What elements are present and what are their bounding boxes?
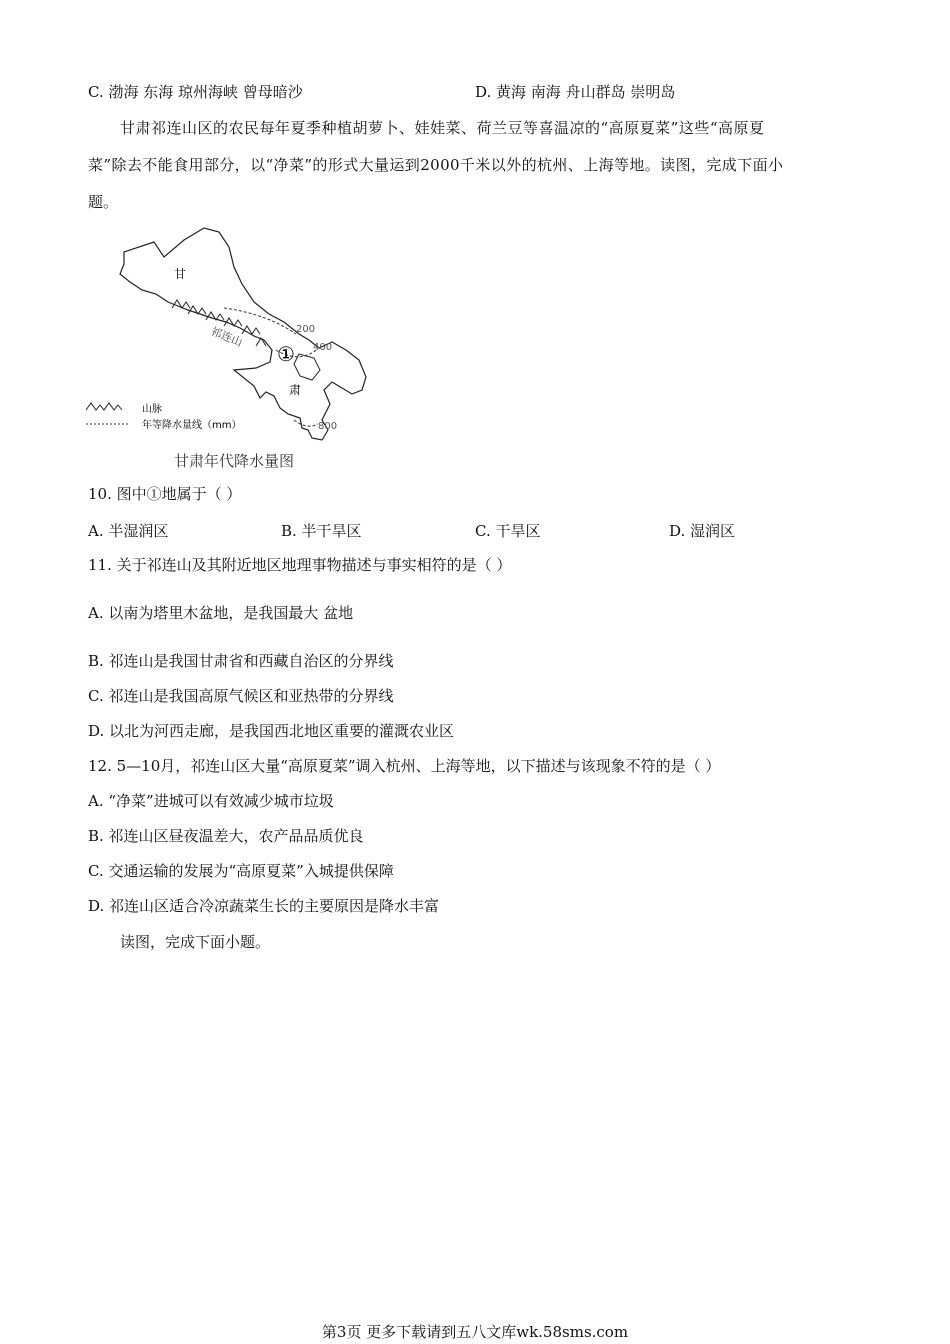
- iso-label-400: 400: [313, 342, 333, 353]
- intro-line-3: 题。: [88, 193, 119, 211]
- q10-option-b: B. 半干旱区: [281, 522, 362, 540]
- label-su: 肃: [289, 383, 302, 397]
- legend-mountain-icon: [86, 403, 122, 410]
- q12-stem: 12. 5—10月，祁连山区大量“高原夏菜”调入杭州、上海等地，以下描述与该现象不符的是（ ）: [88, 757, 721, 775]
- q12-option-a: A. “净菜”进城可以有效减少城市垃圾: [88, 792, 334, 810]
- q10-option-c: C. 干旱区: [475, 522, 541, 540]
- q11-option-b: B. 祁连山是我国甘肃省和西藏自治区的分界线: [88, 652, 394, 670]
- gansu-precipitation-map: [84, 222, 374, 472]
- legend-isohyet: 年等降水量线（mm）: [142, 420, 242, 431]
- q12-option-c: C. 交通运输的发展为“高原夏菜”入城提供保障: [88, 862, 394, 880]
- q11-option-d: D. 以北为河西走廊，是我国西北地区重要的灌溉农业区: [88, 722, 455, 740]
- marker-1: ①: [277, 342, 295, 366]
- q10-stem: 10. 图中①地属于（ ）: [88, 485, 242, 503]
- label-gan: 甘: [174, 267, 187, 281]
- q11-option-a: A. 以南为塔里木盆地，是我国最大 盆地: [88, 604, 354, 622]
- map-title: 甘肃年代降水量图: [174, 452, 295, 470]
- prev-option-d: D. 黄海 南海 舟山群岛 崇明岛: [475, 83, 676, 101]
- legend-mountain: 山脉: [142, 404, 162, 415]
- q11-option-c: C. 祁连山是我国高原气候区和亚热带的分界线: [88, 687, 394, 705]
- iso-label-800: 800: [318, 421, 338, 432]
- intro-line-2: 菜”除去不能食用部分，以“净菜”的形式大量运到2000千米以外的杭州、上海等地。读图，完成下面小: [88, 156, 784, 174]
- next-intro: 读图，完成下面小题。: [120, 933, 271, 951]
- q10-option-d: D. 湿润区: [669, 522, 736, 540]
- page-footer: 第3页 更多下载请到五八文库wk.58sms.com: [321, 1323, 629, 1341]
- label-qilian: 祁连山: [208, 324, 245, 350]
- intro-line-1: 甘肃祁连山区的农民每年夏季种植胡萝卜、娃娃菜、荷兰豆等喜温凉的“高原夏菜”这些“高原夏: [120, 119, 765, 137]
- iso-label-200: 200: [296, 324, 316, 335]
- prev-option-c: C. 渤海 东海 琼州海峡 曾母暗沙: [88, 83, 303, 101]
- q12-option-b: B. 祁连山区昼夜温差大，农产品品质优良: [88, 827, 364, 845]
- q12-option-d: D. 祁连山区适合冷凉蔬菜生长的主要原因是降水丰富: [88, 897, 440, 915]
- q11-stem: 11. 关于祁连山及其附近地区地理事物描述与事实相符的是（ ）: [88, 556, 512, 574]
- q10-option-a: A. 半湿润区: [88, 522, 169, 540]
